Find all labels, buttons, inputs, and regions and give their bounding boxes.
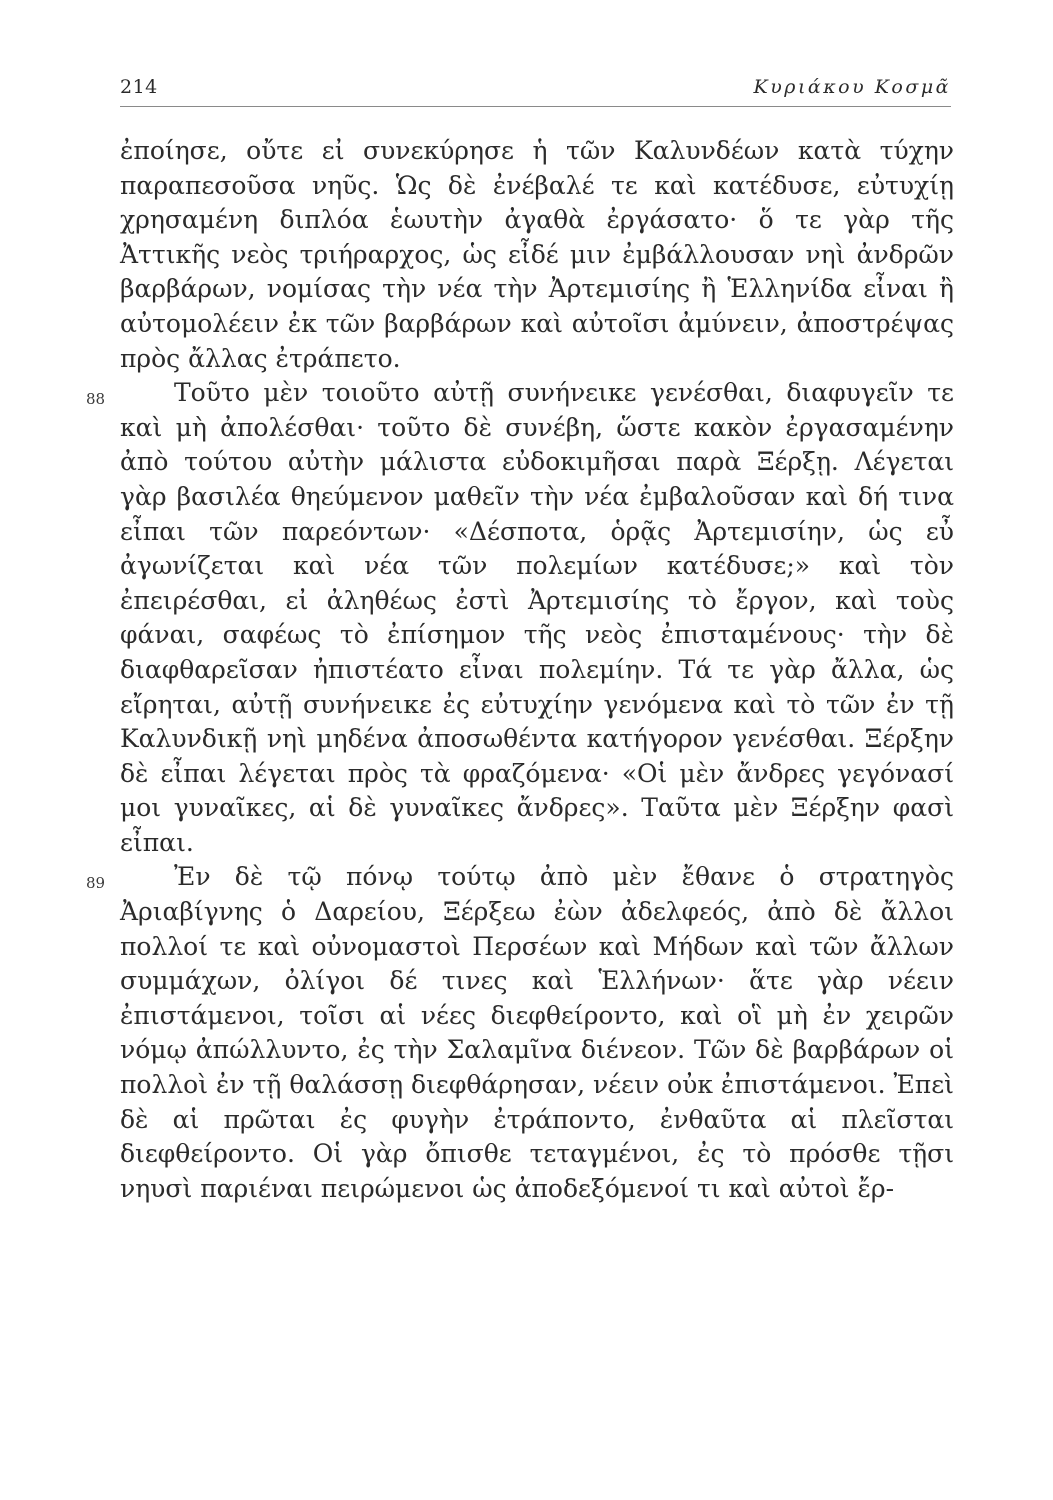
paragraph-88 — [86, 376, 954, 860]
paragraph-continued — [120, 134, 954, 376]
paragraph-text: Ἐν δὲ τῷ πόνῳ τούτῳ ἀπὸ μὲν ἔθανε ὁ στρατηγὸς Ἀριαβίγνης ὁ Δαρείου, Ξέρξεω ἐὼν ἀδελφεός, ἀπὸ δὲ ἄλλοι πολλοί τε καὶ οὐνομαστοὶ Περσέων καὶ Μήδων καὶ τῶν ἄλλων συμμάχων, ὀλίγοι δέ τινες καὶ Ἑλλήνων· ἅτε γὰρ νέειν ἐπιστάμενοι, τοῖσι αἱ νέες διεφθείροντο, καὶ οἳ μὴ ἐν χειρῶν νόμῳ ἀπώλλυντο, ἐς τὴν Σαλαμῖνα διένεον. Τῶν δὲ βαρβάρων οἱ πολλοὶ ἐν τῇ θαλάσσῃ διεφθάρησαν, νέειν οὐκ ἐπιστάμενοι. Ἐπεὶ δὲ αἱ πρῶται ἐς φυγὴν ἐτράποντο, ἐνθαῦτα αἱ πλεῖσται διεφθείροντο. Οἱ γὰρ ὄπισθε τεταγμένοι, ἐς τὸ πρόσθε τῇσι νηυσὶ παριέναι πειρώμενοι ὡς ἀποδεξόμενοί τι καὶ αὐτοὶ ἔρ- — [120, 862, 954, 1203]
section-number: 88 — [86, 390, 106, 409]
page-number: 214 — [120, 76, 158, 98]
body-text — [86, 134, 954, 1206]
paragraph-text: Τοῦτο μὲν τοιοῦτο αὐτῇ συνήνεικε γενέσθαι, διαφυγεῖν τε καὶ μὴ ἀπολέσθαι· τοῦτο δὲ συνέβη, ὥστε κακὸν ἐργασαμένην ἀπὸ τούτου αὐτὴν μάλιστα εὐδοκιμῆσαι παρὰ Ξέρξῃ. Λέγεται γὰρ βασιλέα θηεύμενον μαθεῖν τὴν νέα ἐμβαλοῦσαν καὶ δή τινα εἶπαι τῶν παρεόντων· «Δέσποτα, ὁρᾷς Ἀρτεμισίην, ὡς εὖ ἀγωνίζεται καὶ νέα τῶν πολεμίων κατέδυσε;» καὶ τὸν ἐπειρέσθαι, εἰ ἀληθέως ἐστὶ Ἀρτεμισίης τὸ ἔργον, καὶ τοὺς φάναι, σαφέως τὸ ἐπίσημον τῆς νεὸς ἐπισταμένους· τὴν δὲ διαφθαρεῖσαν ἠπιστέατο εἶναι πολεμίην. Τά τε γὰρ ἄλλα, ὡς εἴρηται, αὐτῇ συνήνεικε ἐς εὐτυχίην γενόμενα καὶ τὸ τῶν ἐν τῇ Καλυνδικῇ νηὶ μηδένα ἀποσωθέντα κατήγορον γενέσθαι. Ξέρξην δὲ εἶπαι λέγεται πρὸς τὰ φραζόμενα· «Οἱ μὲν ἄνδρες γεγόνασί μοι γυναῖκες, αἱ δὲ γυναῖκες ἄνδρες». Ταῦτα μὲν Ξέρξην φασὶ εἶπαι. — [120, 378, 954, 857]
running-head: Κυριάκου Κοσμᾶ — [753, 76, 951, 98]
paragraph-89 — [86, 860, 954, 1206]
paragraph-text: ἐποίησε, οὔτε εἰ συνεκύρησε ἡ τῶν Καλυνδέων κατὰ τύχην παραπεσοῦσα νηῦς. Ὡς δὲ ἐνέβαλέ τε καὶ κατέδυσε, εὐτυχίῃ χρησαμένη διπλόα ἑωυτὴν ἀγαθὰ ἐργάσατο· ὅ τε γὰρ τῆς Ἀττικῆς νεὸς τριήραρχος, ὡς εἶδέ μιν ἐμβάλλουσαν νηὶ ἀνδρῶν βαρβάρων, νομίσας τὴν νέα τὴν Ἀρτεμισίης ἢ Ἑλληνίδα εἶναι ἢ αὐτομολέειν ἐκ τῶν βαρβάρων καὶ αὐτοῖσι ἀμύνειν, ἀποστρέψας πρὸς ἄλλας ἐτράπετο. — [120, 136, 954, 373]
section-number: 89 — [86, 874, 106, 893]
page-header — [120, 72, 951, 107]
